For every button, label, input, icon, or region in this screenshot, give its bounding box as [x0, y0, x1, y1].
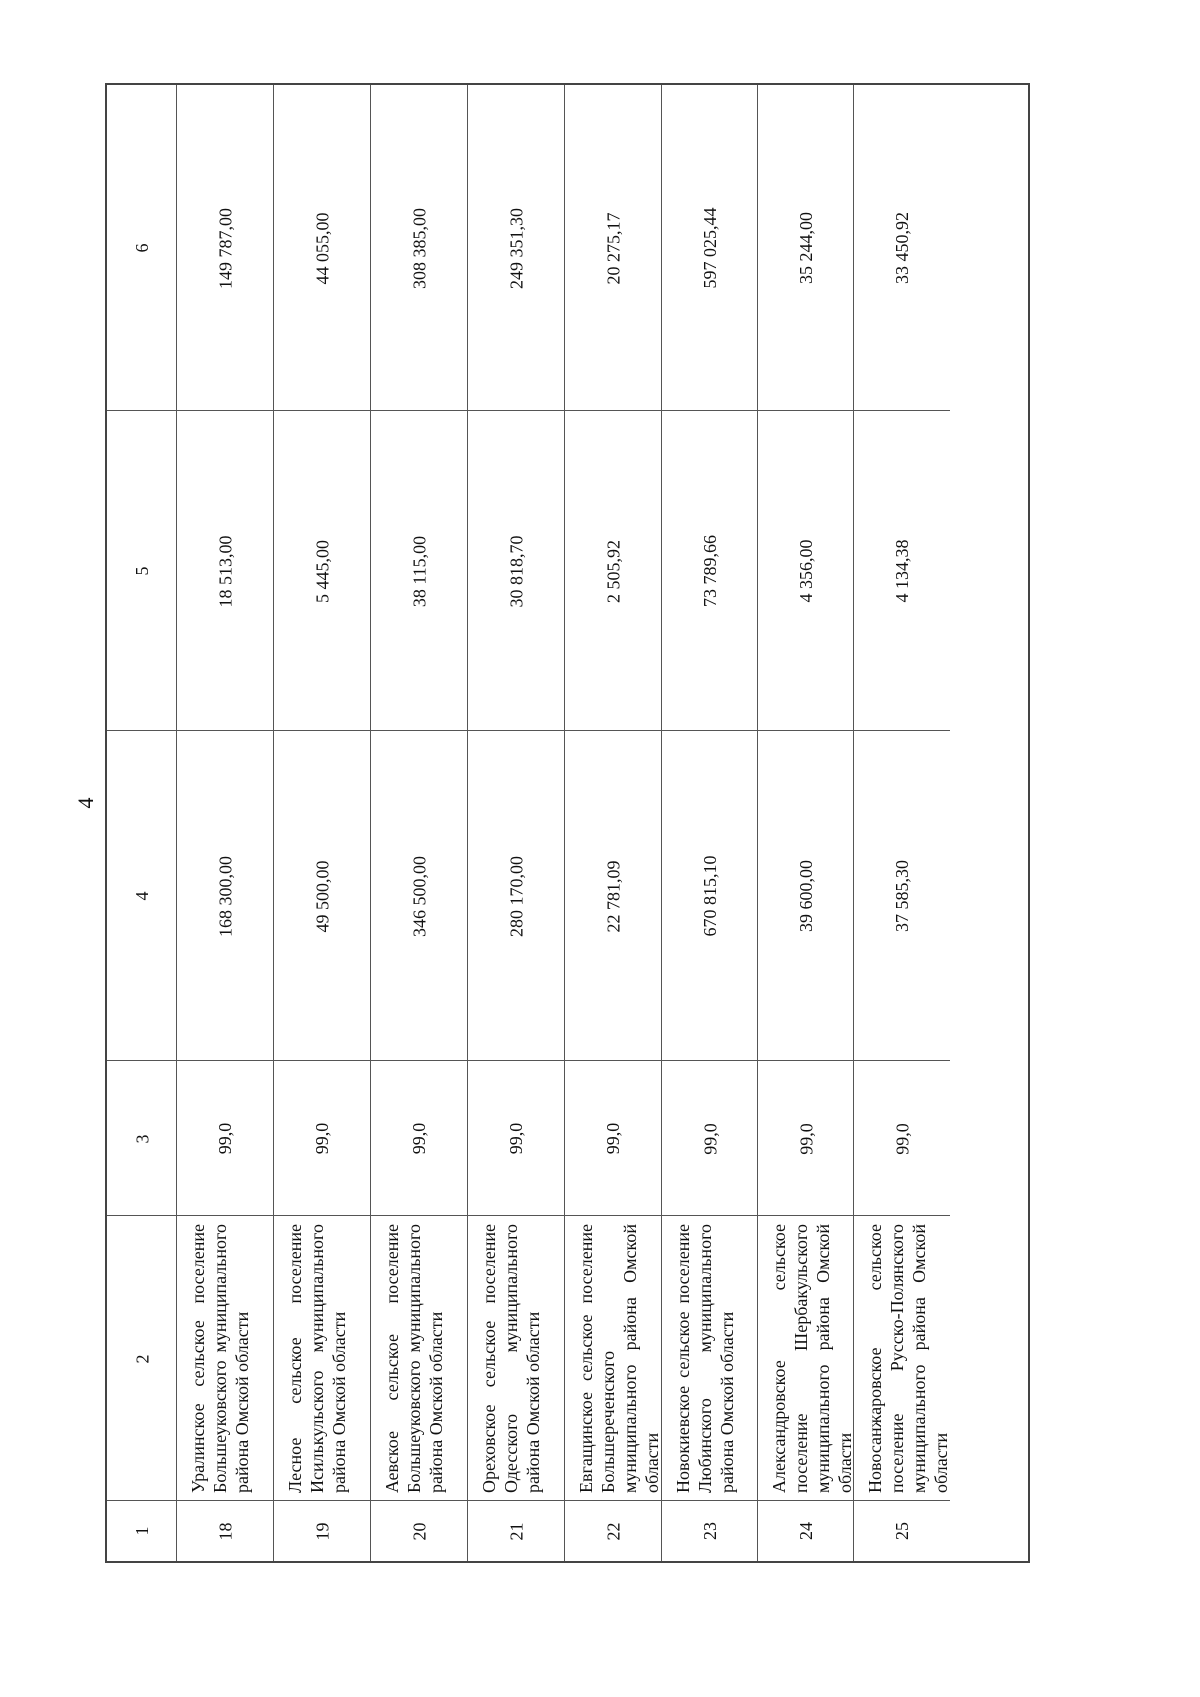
value: 18 513,00 [215, 535, 235, 607]
row-number: 19 [312, 1522, 332, 1540]
table-cell-c5 [274, 411, 370, 731]
table-cell-c5 [662, 411, 757, 731]
table-cell-c4 [565, 731, 661, 1061]
value: 37 585,30 [891, 860, 912, 932]
header-column [107, 85, 177, 1561]
value: 49 500,00 [312, 860, 332, 932]
settlement-name: Аевское сельское поселение Большеуковского муниципального района Омской области [382, 1224, 446, 1493]
column-number: 4 [131, 891, 152, 901]
column-number: 3 [131, 1134, 152, 1143]
header-cell [107, 1061, 176, 1216]
value: 99,0 [699, 1122, 720, 1155]
value: 20 275,17 [603, 212, 623, 284]
table-cell-c4 [177, 731, 273, 1061]
table-row [177, 85, 274, 1561]
value: 280 170,00 [506, 855, 526, 937]
table-cell-name [468, 1216, 564, 1501]
data-table [105, 83, 1030, 1563]
table-cell-c3 [274, 1061, 370, 1216]
table-cell-c6 [854, 85, 950, 411]
header-cell [107, 1501, 176, 1561]
table-cell-c6 [371, 85, 467, 411]
value: 346 500,00 [409, 855, 429, 937]
table-cell-c6 [565, 85, 661, 411]
table-cell-c4 [371, 731, 467, 1061]
row-number: 18 [215, 1522, 235, 1540]
table-cell-n [854, 1501, 950, 1561]
table-cell-c6 [177, 85, 273, 411]
table-cell-c5 [854, 411, 950, 731]
table-cell-c3 [662, 1061, 757, 1216]
value: 670 815,10 [699, 855, 720, 937]
table-cell-c6 [662, 85, 757, 411]
value: 30 818,70 [506, 535, 526, 607]
table-cell-c4 [468, 731, 564, 1061]
table-cell-name [758, 1216, 853, 1501]
table-cell-c6 [758, 85, 853, 411]
row-number: 22 [603, 1522, 623, 1540]
column-number: 6 [131, 243, 152, 253]
table-cell-n [371, 1501, 467, 1561]
settlement-name: Александровское сельское поселение Шербакульского муниципального района Омской области [769, 1224, 855, 1493]
table-cell-c3 [758, 1061, 853, 1216]
row-number: 21 [506, 1522, 526, 1540]
value: 99,0 [506, 1122, 526, 1155]
value: 4 356,00 [795, 539, 816, 603]
value: 4 134,38 [891, 539, 912, 603]
value: 99,0 [603, 1122, 623, 1155]
value: 73 789,66 [699, 535, 720, 607]
table-cell-c5 [565, 411, 661, 731]
table-cell-c4 [274, 731, 370, 1061]
table-cell-c4 [662, 731, 757, 1061]
header-cell [107, 1216, 176, 1501]
table-row [854, 85, 950, 1561]
table-row [371, 85, 468, 1561]
table-cell-c3 [565, 1061, 661, 1216]
table-cell-name [854, 1216, 950, 1501]
header-cell [107, 85, 176, 411]
value: 5 445,00 [312, 539, 332, 603]
table-cell-c3 [468, 1061, 564, 1216]
table-cell-name [371, 1216, 467, 1501]
table-row [758, 85, 854, 1561]
table-cell-name [565, 1216, 661, 1501]
value: 99,0 [409, 1122, 429, 1155]
settlement-name: Лесное сельское поселение Исилькульского муниципального района Омской области [285, 1224, 349, 1493]
row-number: 24 [795, 1522, 816, 1540]
table-cell-c3 [854, 1061, 950, 1216]
value: 99,0 [795, 1122, 816, 1155]
row-number: 23 [699, 1522, 720, 1540]
value: 249 351,30 [506, 207, 526, 289]
settlement-name: Новокиевское сельское поселение Любинского муниципального района Омской области [673, 1224, 737, 1493]
table-row [565, 85, 662, 1561]
value: 168 300,00 [215, 855, 235, 937]
table-cell-c6 [274, 85, 370, 411]
row-number: 25 [891, 1522, 912, 1540]
table-cell-name [662, 1216, 757, 1501]
table-cell-n [274, 1501, 370, 1561]
value: 22 781,09 [603, 860, 623, 932]
column-number: 1 [131, 1526, 152, 1536]
table-row [468, 85, 565, 1561]
row-number: 20 [409, 1522, 429, 1540]
table-row [662, 85, 758, 1561]
table-cell-n [565, 1501, 661, 1561]
table-cell-c5 [758, 411, 853, 731]
value: 99,0 [215, 1122, 235, 1155]
settlement-name: Новосанжаровское сельское поселение Русско-Полянского муниципального района Омской области [865, 1224, 951, 1493]
column-number: 5 [131, 566, 152, 576]
table-cell-c5 [371, 411, 467, 731]
page-number: 4 [73, 797, 98, 809]
value: 35 244,00 [795, 212, 816, 284]
table-cell-c3 [371, 1061, 467, 1216]
header-cell [107, 731, 176, 1061]
value: 33 450,92 [891, 212, 912, 284]
value: 149 787,00 [215, 207, 235, 289]
table-cell-c5 [177, 411, 273, 731]
table-cell-n [758, 1501, 853, 1561]
table-row [274, 85, 371, 1561]
value: 99,0 [891, 1122, 912, 1155]
table-cell-c6 [468, 85, 564, 411]
value: 39 600,00 [795, 860, 816, 932]
value: 2 505,92 [603, 539, 623, 603]
table-cell-n [662, 1501, 757, 1561]
value: 44 055,00 [312, 212, 332, 284]
table-cell-c4 [854, 731, 950, 1061]
settlement-name: Уралинское сельское поселение Большеуковского муниципального района Омской области [188, 1224, 252, 1493]
value: 597 025,44 [699, 207, 720, 289]
table-cell-name [274, 1216, 370, 1501]
table-cell-n [468, 1501, 564, 1561]
table-cell-c4 [758, 731, 853, 1061]
table-cell-name [177, 1216, 273, 1501]
table-cell-c3 [177, 1061, 273, 1216]
header-cell [107, 411, 176, 731]
column-number: 2 [131, 1354, 152, 1363]
value: 99,0 [312, 1122, 332, 1155]
settlement-name: Евгащинское сельское поселение Большереченского муниципального района Омской области [576, 1224, 662, 1493]
table-cell-n [177, 1501, 273, 1561]
value: 308 385,00 [409, 207, 429, 289]
table-cell-c5 [468, 411, 564, 731]
settlement-name: Ореховское сельское поселение Одесского муниципального района Омской области [479, 1224, 543, 1493]
value: 38 115,00 [409, 535, 429, 607]
